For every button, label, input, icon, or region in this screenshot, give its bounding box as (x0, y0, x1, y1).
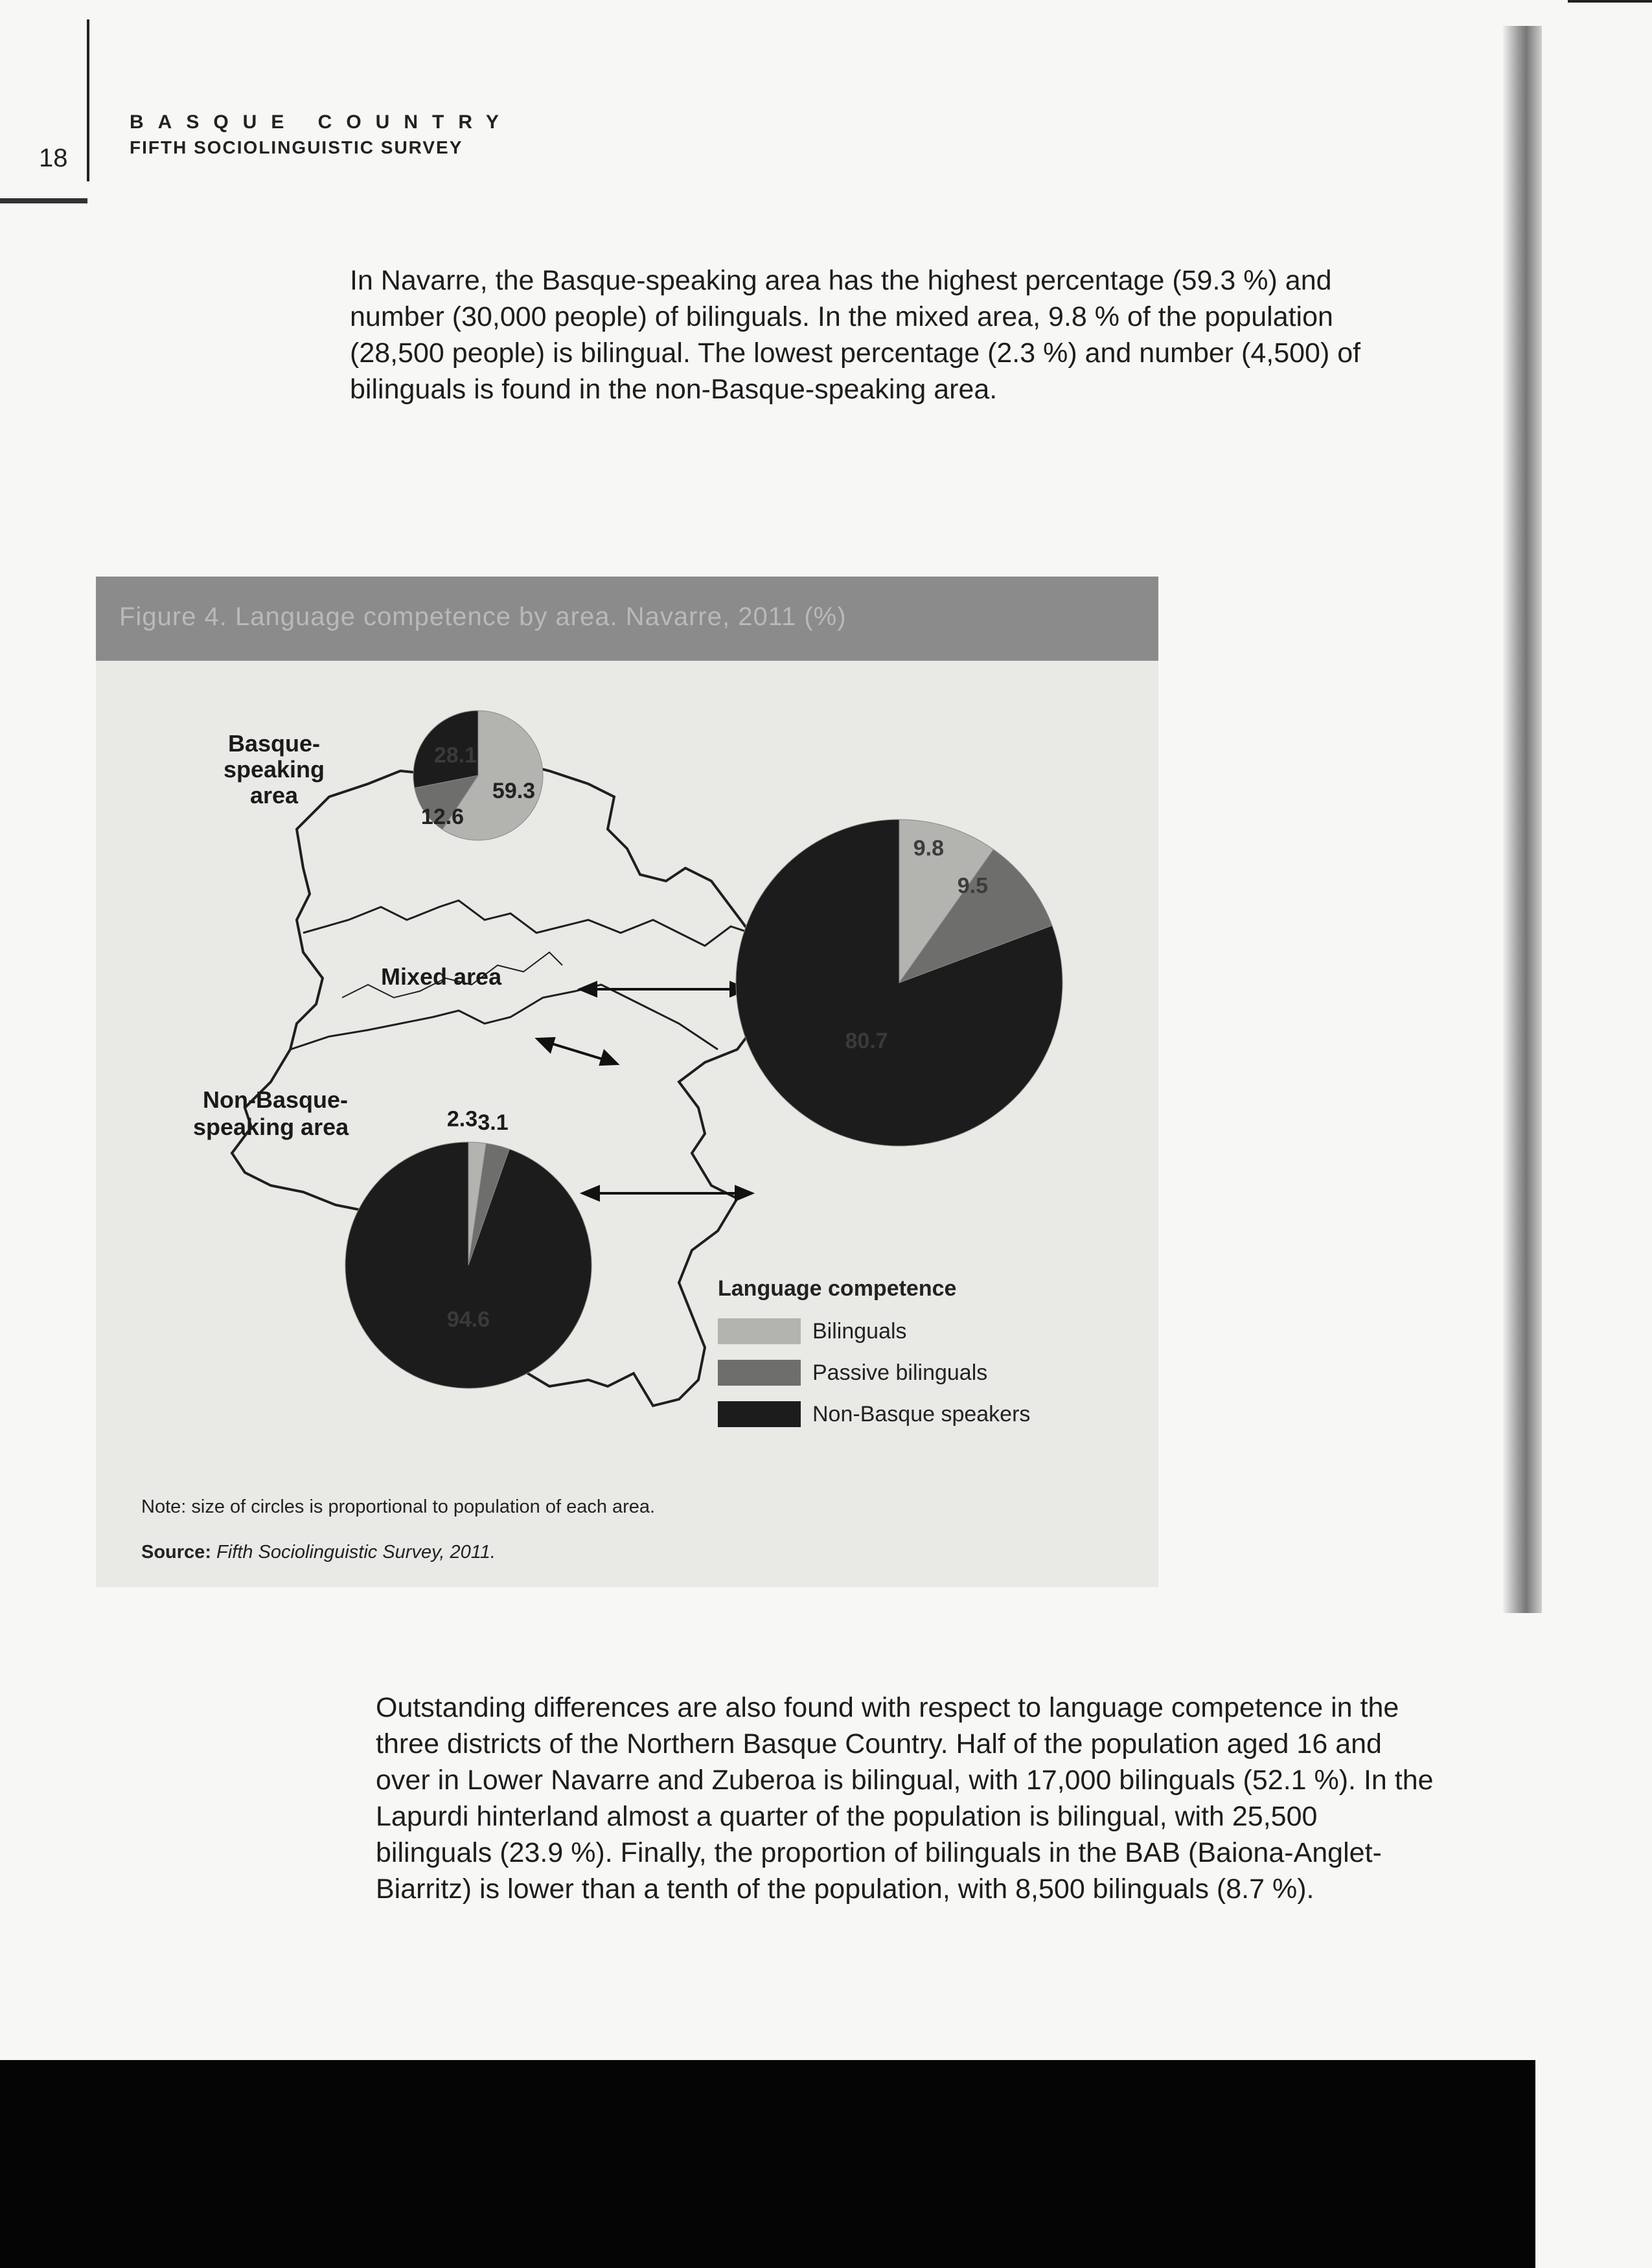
label-non-basque-line2: speaking area (193, 1114, 349, 1140)
legend-item-passive-bilinguals (718, 1352, 1030, 1393)
arrowhead-non-basque-right (736, 1187, 751, 1200)
pie-data-label: 28.1 (433, 743, 477, 768)
legend-label: Bilinguals (812, 1318, 907, 1344)
body-paragraph-2: Outstanding differences are also found with respect to language competence in the three districts of the Northern Basque Country. Half of the population aged 16 and over in Lower Navarre and Zuberoa is bilingual, with 17,000 bilinguals (52.1 %). In the Lapurdi hinterland almost a quarter of the population is bilingual, with 25,500 bilinguals (23.9 %). Finally, the proportion of bilinguals in the BAB (Baiona-Anglet-Biarritz) is lower than a tenth of the population, with 8,500 bilinguals (8.7 %). (376, 1692, 1434, 1905)
pie-slice-non-basque-speakers (345, 1142, 591, 1388)
arrowhead-non-basque-left (583, 1187, 599, 1200)
non-basque-boundary (290, 985, 718, 1049)
pie-data-label: 80.7 (845, 1028, 888, 1053)
legend-item-non-basque-speakers (718, 1393, 1030, 1435)
page-binding-shadow (1503, 26, 1542, 1613)
legend-label: Passive bilinguals (812, 1360, 988, 1385)
page-number-rule (87, 19, 89, 181)
mixed-area-boundary (303, 900, 750, 946)
legend (718, 1276, 1030, 1435)
source-title: Fifth Sociolinguistic Survey, 2011. (216, 1542, 496, 1563)
pie-data-label: 2.3 (446, 1106, 478, 1132)
figure-title: Figure 4. Language competence by area. Navarre, 2011 (%) (119, 602, 847, 631)
label-mixed-area: Mixed area (381, 963, 502, 990)
source-label: Source: (141, 1542, 211, 1563)
figure-4 (96, 577, 1158, 1587)
pie-basque-speaking-area (413, 711, 543, 840)
running-header-subtitle: FIFTH SOCIOLINGUISTIC SURVEY (130, 137, 463, 157)
figure-note: Note: size of circles is proportional to population of each area. (141, 1496, 656, 1517)
figure-title-bar (96, 577, 1158, 661)
legend-item-bilinguals (718, 1311, 1030, 1352)
label-basque-line3: area (249, 782, 299, 808)
pie-data-label: 9.5 (957, 873, 989, 899)
arrowhead-mixed-upper-left (580, 983, 596, 996)
footer-black-bar (0, 2060, 1535, 2268)
label-non-basque-line1: Non-Basque- (203, 1086, 348, 1113)
pie-non-basque-speaking-area (345, 1106, 591, 1388)
arrowhead-mixed-lower-left (538, 1038, 554, 1051)
arrow-mixed-lower (545, 1042, 609, 1061)
legend-swatch-non-basque-speakers (718, 1401, 801, 1427)
pie-data-label: 12.6 (420, 805, 465, 829)
legend-label: Non-Basque speakers (812, 1401, 1031, 1426)
top-right-rule (1568, 0, 1652, 3)
figure-source (141, 1542, 496, 1563)
legend-swatch-passive-bilinguals (718, 1360, 801, 1386)
pie-data-label: 3.1 (477, 1110, 509, 1135)
page-number-underline (0, 198, 87, 203)
arrowhead-mixed-lower-right (601, 1051, 617, 1064)
pie-data-label: 9.8 (913, 836, 944, 861)
body-paragraph: In Navarre, the Basque-speaking area has the highest percentage (59.3 %) and number (30,000 people) of bilinguals. In the mixed area, 9.8 % of the population (28,500 people) is bilingual. The lowest percentage (2.3 %) and number (4,500) of bilinguals is found in the non-Basque-speaking area. (350, 265, 1361, 405)
legend-swatch-bilinguals (718, 1318, 801, 1344)
pie-data-label: 59.3 (492, 779, 536, 803)
legend-title: Language competence (718, 1276, 957, 1301)
arrows (538, 983, 751, 1200)
running-header-title: BASQUE COUNTRY (130, 111, 513, 133)
label-basque-line2: speaking (223, 756, 325, 783)
pie-data-label: 94.6 (446, 1307, 490, 1332)
page-number: 18 (39, 144, 68, 172)
pie-mixed-area (736, 819, 1062, 1146)
label-basque-line1: Basque- (227, 730, 321, 757)
